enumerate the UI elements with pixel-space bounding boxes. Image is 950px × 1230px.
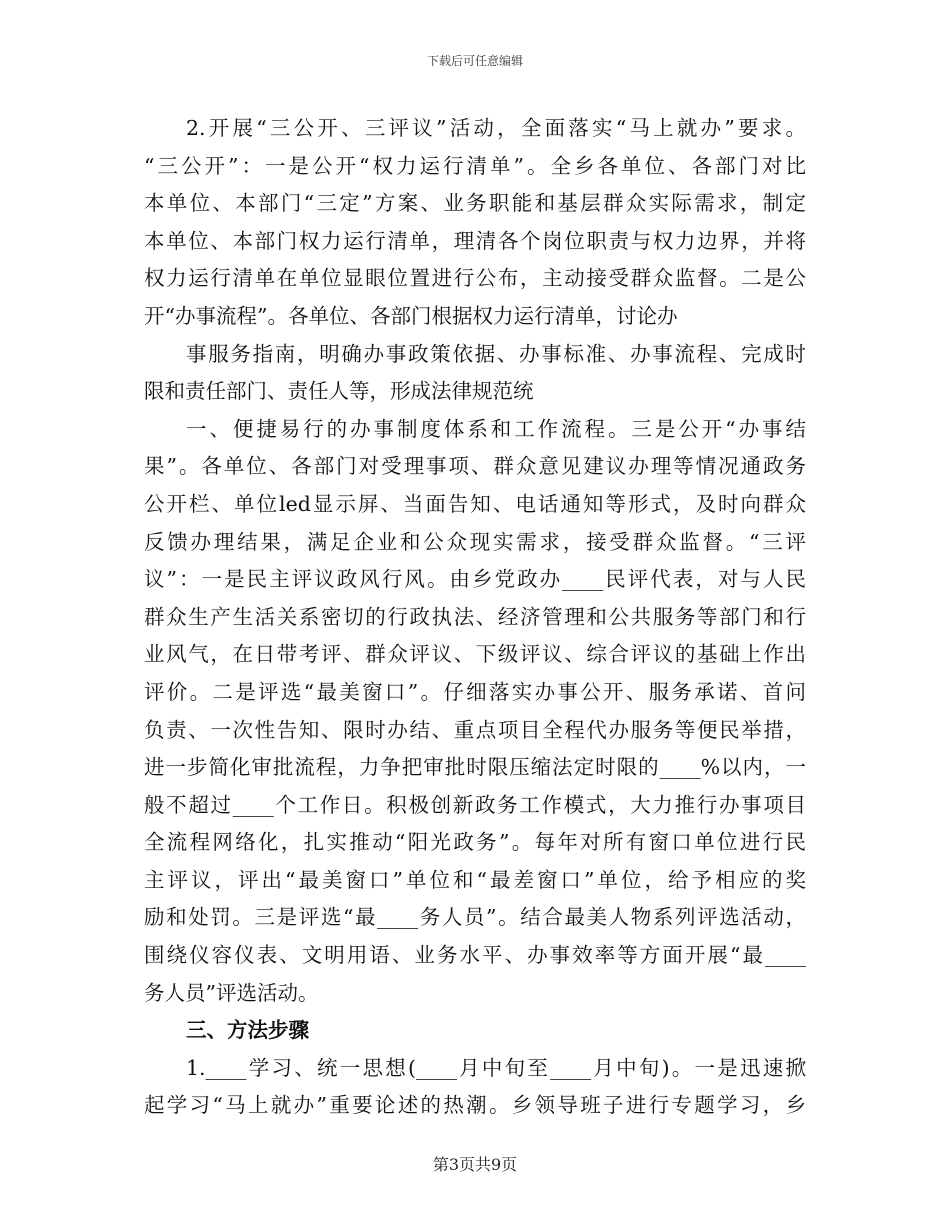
text-line: 果”。各单位、各部门对受理事项、群众意见建议办理等情况通政务 [144,454,806,479]
text-line: 起学习“马上就办”重要论述的热潮。乡领导班子进行专题学习，乡 [144,1093,806,1118]
text-line: 反馈办理结果，满足企业和公众现实需求，接受群众监督。“三评 [144,529,806,554]
text-line: 进一步简化审批流程，力争把审批时限压缩法定时限的____%以内，一 [144,755,806,780]
text-line: 评价。二是评选“最美窗口”。仔细落实办事公开、服务承诺、首问 [144,679,806,704]
text-line: 开“办事流程”。各单位、各部门根据权力运行清单，讨论办 [144,303,678,328]
text-line: 2.开展“三公开、三评议”活动，全面落实“马上就办”要求。 [186,116,806,140]
text-line: 负责、一次性告知、限时办结、重点项目全程代办服务等便民举措， [144,717,806,742]
text-line: 全流程网络化，扎实推动“阳光政务”。每年对所有窗口单位进行民 [144,830,806,855]
text-line: 一、便捷易行的办事制度体系和工作流程。三是公开“办事结 [186,416,806,441]
text-line: 本单位、本部门“三定”方案、业务职能和基层群众实际需求，制定 [144,191,806,216]
text-line: “三公开”：一是公开“权力运行清单”。全乡各单位、各部门对比 [144,153,806,178]
text-line: 群众生产生活关系密切的行政执法、经济管理和公共服务等部门和行 [144,604,806,629]
text-line: 议”：一是民主评议政风行风。由乡党政办____民评代表，对与人民 [144,567,806,592]
text-line: 公开栏、单位led显示屏、当面告知、电话通知等形式，及时向群众 [144,491,806,516]
section-heading: 三、方法步骤 [186,1018,309,1043]
text-line: 励和处罚。三是评选“最____务人员”。结合最美人物系列评选活动， [144,905,806,930]
text-line: 本单位、本部门权力运行清单，理清各个岗位职责与权力边界，并将 [144,228,806,253]
document-body [144,110,806,1125]
text-line: 1.____学习、统一思想(____月中旬至____月中旬)。一是迅速掀 [186,1055,806,1080]
text-line: 围绕仪容仪表、文明用语、业务水平、办事效率等方面开展“最____ [144,943,806,968]
text-line: 权力运行清单在单位显眼位置进行公布，主动接受群众监督。二是公 [144,266,806,291]
text-line: 般不超过____个工作日。积极创新政务工作模式，大力推行办事项目 [144,792,806,817]
text-line: 事服务指南，明确办事政策依据、办事标准、办事流程、完成时 [186,341,806,366]
page-number: 第3页共9页 [432,1155,518,1174]
text-line: 主评议，评出“最美窗口”单位和“最差窗口”单位，给予相应的奖 [144,867,806,892]
text-line: 限和责任部门、责任人等，形成法律规范统 [144,379,534,404]
page-header-note: 下载后可任意编辑 [426,54,523,68]
text-line: 业风气，在日带考评、群众评议、下级评议、综合评议的基础上作出 [144,642,806,667]
text-line: 务人员”评选活动。 [144,980,319,1005]
